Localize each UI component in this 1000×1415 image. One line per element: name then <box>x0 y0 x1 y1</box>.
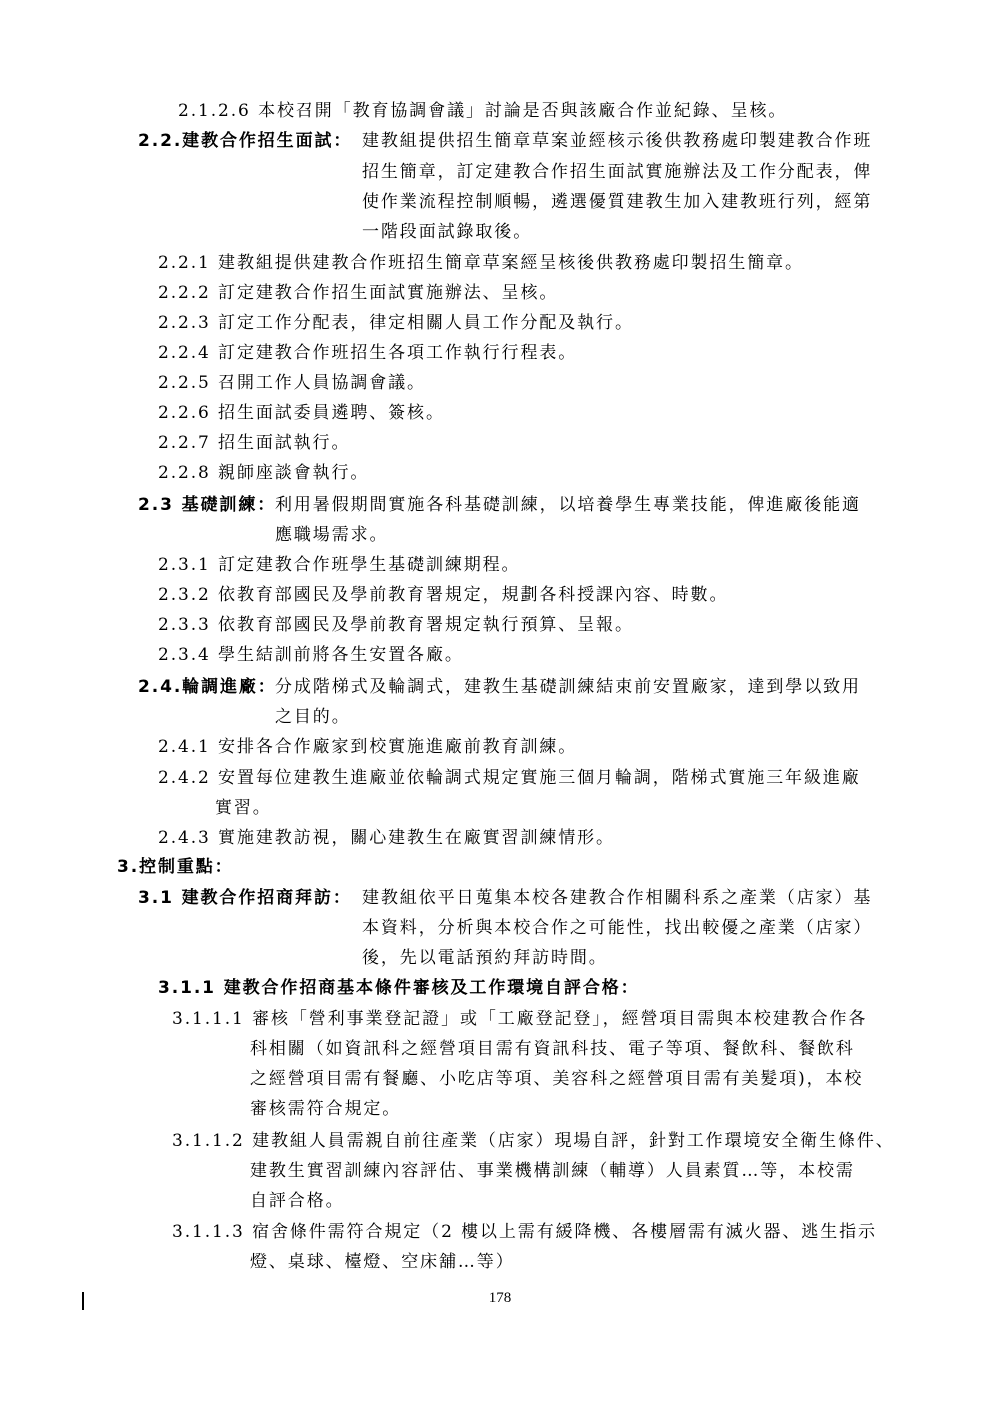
item-2-3-3: 2.3.3 依教育部國民及學前教育署規定執行預算、呈報。 <box>158 615 634 635</box>
page-number: 178 <box>488 1290 512 1306</box>
item-2-2-8: 2.2.8 親師座談會執行。 <box>158 463 370 483</box>
item-2-2-2: 2.2.2 訂定建教合作招生面試實施辦法、呈核。 <box>158 283 559 303</box>
paragraph-2-2-line-1: 建教組提供招生簡章草案並經核示後供教務處印製建教合作班 <box>362 131 873 151</box>
heading-3-1-1: 3.1.1 建教合作招商基本條件審核及工作環境自評合格： <box>158 978 640 998</box>
heading-3: 3.控制重點： <box>117 857 234 877</box>
item-3-1-1-1-line-2: 科相關（如資訊科之經營項目需有資訊科技、電子等項、餐飲科、餐飲科 <box>250 1039 855 1059</box>
item-2-3-2: 2.3.2 依教育部國民及學前教育署規定，規劃各科授課內容、時數。 <box>158 585 729 605</box>
item-2-3-1: 2.3.1 訂定建教合作班學生基礎訓練期程。 <box>158 555 521 575</box>
heading-2-4: 2.4.輪調進廠： <box>138 677 277 697</box>
item-2-4-2-line-2: 實習。 <box>215 798 272 818</box>
item-2-2-6: 2.2.6 招生面試委員遴聘、簽核。 <box>158 403 445 423</box>
paragraph-2-3-line-2: 應職場需求。 <box>275 525 389 545</box>
item-2-2-3: 2.2.3 訂定工作分配表，律定相關人員工作分配及執行。 <box>158 313 634 333</box>
paragraph-2-2-line-3: 使作業流程控制順暢，遴選優質建教生加入建教班行列，經第 <box>362 192 873 212</box>
heading-2-3: 2.3 基礎訓練： <box>138 495 277 515</box>
item-3-1-1-1-line-3: 之經營項目需有餐廳、小吃店等項、美容科之經營項目需有美髮項)，本校 <box>250 1069 864 1089</box>
heading-2-2: 2.2.建教合作招生面試： <box>138 131 353 151</box>
paragraph-2-2-line-4: 一階段面試錄取後。 <box>362 222 533 242</box>
item-2-4-3: 2.4.3 實施建教訪視，關心建教生在廠實習訓練情形。 <box>158 828 615 848</box>
item-2-2-5: 2.2.5 召開工作人員協調會議。 <box>158 373 426 393</box>
paragraph-3-1-line-3: 後，先以電話預約拜訪時間。 <box>362 948 608 968</box>
paragraph-2-4-line-1: 分成階梯式及輪調式，建教生基礎訓練結束前安置廠家，達到學以致用 <box>275 677 861 697</box>
item-3-1-1-3-line-1: 3.1.1.3 宿舍條件需符合規定（2 樓以上需有緩降機、各樓層需有滅火器、逃生指示 <box>172 1222 877 1242</box>
item-3-1-1-2-line-2: 建教生實習訓練內容評估、事業機構訓練（輔導）人員素質…等，本校需 <box>250 1161 855 1181</box>
item-3-1-1-2-line-1: 3.1.1.2 建教組人員需親自前往產業（店家）現場自評，針對工作環境安全衛生條件、 <box>172 1131 895 1151</box>
paragraph-3-1-line-1: 建教組依平日蒐集本校各建教合作相關科系之產業（店家）基 <box>362 888 873 908</box>
paragraph-3-1-line-2: 本資料，分析與本校合作之可能性，找出較優之產業（店家） <box>362 918 873 938</box>
item-3-1-1-3-line-2: 燈、桌球、檯燈、空床舖…等） <box>250 1252 515 1272</box>
item-2-2-7: 2.2.7 招生面試執行。 <box>158 433 351 453</box>
item-3-1-1-2-line-3: 自評合格。 <box>250 1191 345 1211</box>
item-2-3-4: 2.3.4 學生結訓前將各生安置各廠。 <box>158 645 464 665</box>
item-3-1-1-1-line-4: 審核需符合規定。 <box>250 1099 402 1119</box>
item-2-2-1: 2.2.1 建教組提供建教合作班招生簡章草案經呈核後供教務處印製招生簡章。 <box>158 253 804 273</box>
paragraph-2-4-line-2: 之目的。 <box>275 707 351 727</box>
paragraph-2-3-line-1: 利用暑假期間實施各科基礎訓練，以培養學生專業技能，俾進廠後能適 <box>275 495 861 515</box>
item-2-2-4: 2.2.4 訂定建教合作班招生各項工作執行行程表。 <box>158 343 578 363</box>
heading-3-1: 3.1 建教合作招商拜訪： <box>138 888 352 908</box>
paragraph-2-2-line-2: 招生簡章，訂定建教合作招生面試實施辦法及工作分配表，俾 <box>362 162 873 182</box>
item-2-4-1: 2.4.1 安排各合作廠家到校實施進廠前教育訓練。 <box>158 737 578 757</box>
item-2-4-2-line-1: 2.4.2 安置每位建教生進廠並依輪調式規定實施三個月輪調，階梯式實施三年級進廠 <box>158 768 861 788</box>
item-3-1-1-1-line-1: 3.1.1.1 審核「營利事業登記證」或「工廠登記登」，經營項目需與本校建教合作各 <box>172 1009 868 1029</box>
item-2-1-2-6: 2.1.2.6 本校召開「教育協調會議」討論是否與該廠合作並紀錄、呈核。 <box>178 101 788 121</box>
